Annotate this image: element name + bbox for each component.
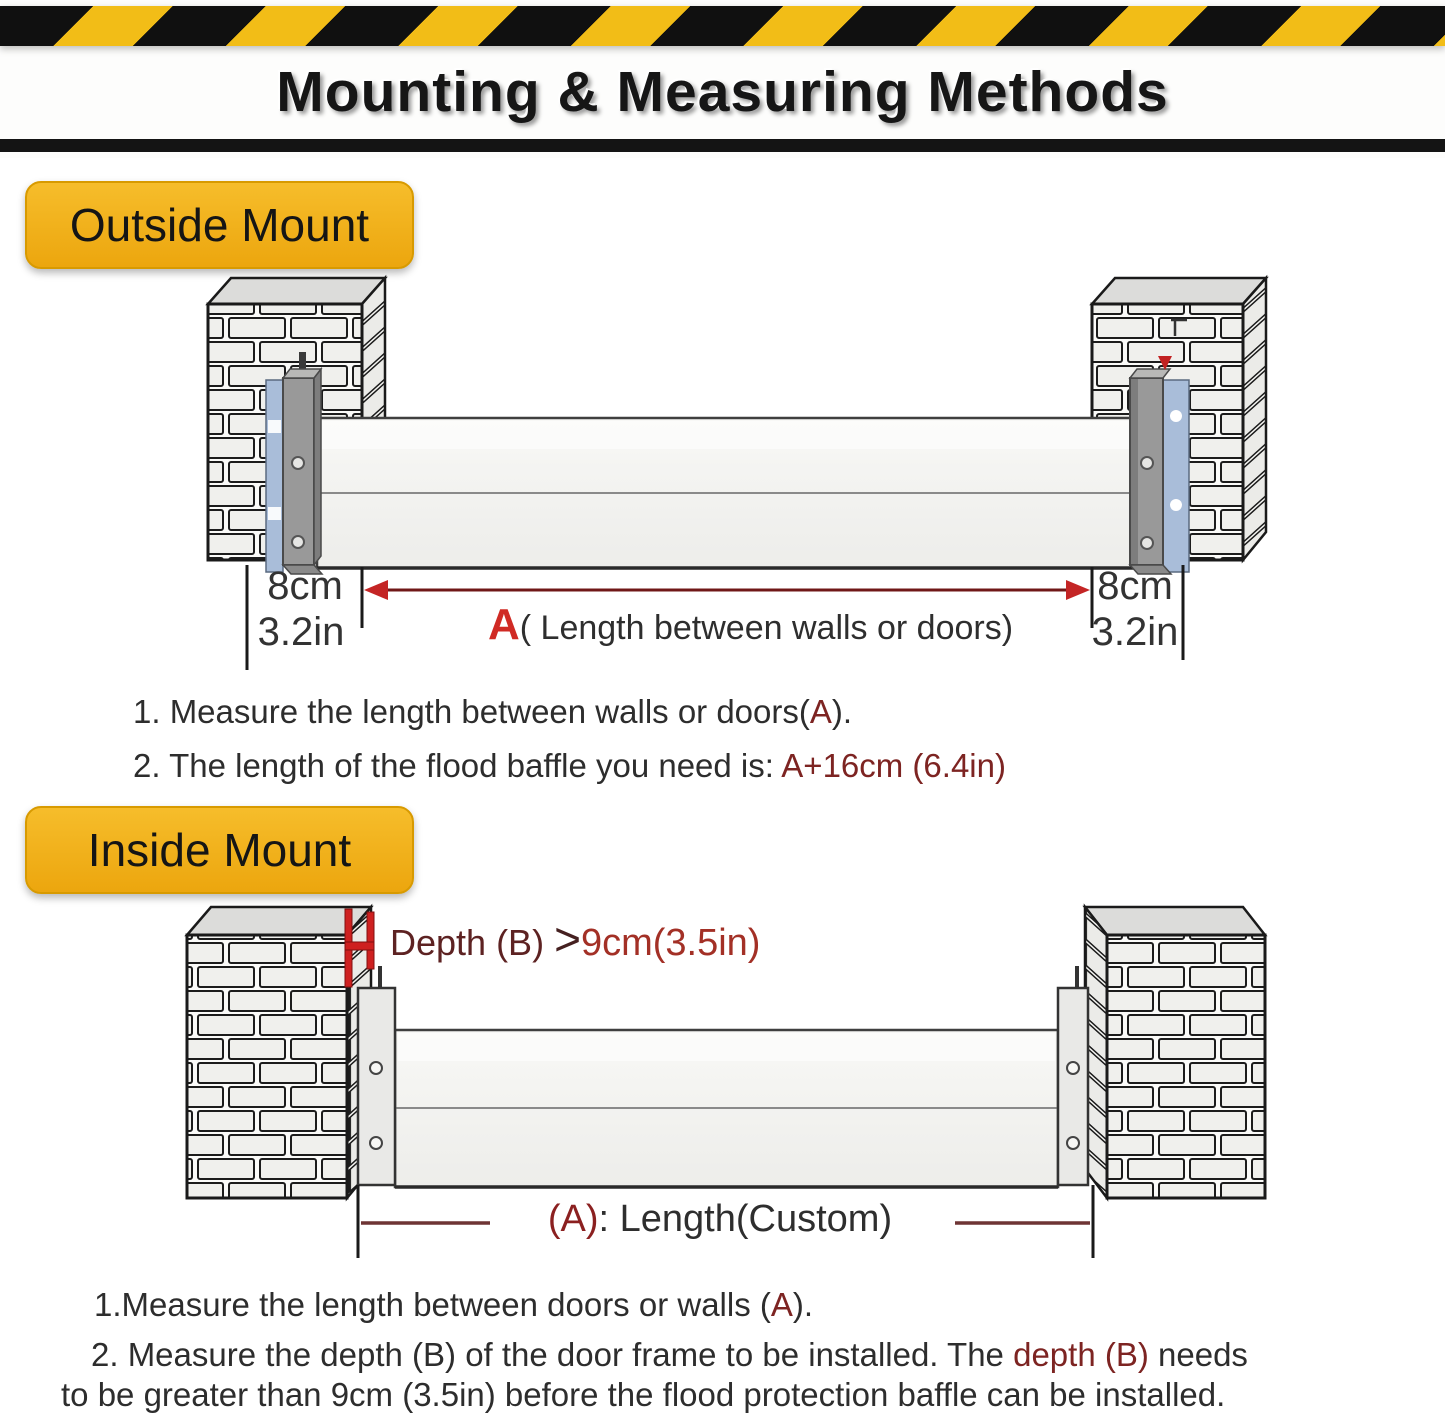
outside-step-1: 1. Measure the length between walls or doors(A). xyxy=(133,693,853,730)
hazard-stripe-banner xyxy=(0,6,1445,46)
title-wrap xyxy=(0,44,1445,140)
dim-a-text: ( Length between walls or doors) xyxy=(519,609,1014,647)
left-brick-pillar xyxy=(187,907,371,1198)
step-highlight: A xyxy=(809,693,832,730)
step-highlight: depth (B) xyxy=(1013,1336,1149,1373)
screw-hole xyxy=(370,1137,382,1149)
dim-right-in: 3.2in xyxy=(1091,610,1179,654)
dim-left-cm: 8cm xyxy=(267,564,343,608)
outside-step-2: 2. The length of the flood baffle you need is: A+16cm (6.4in) xyxy=(133,747,1006,784)
left-mounting-plate xyxy=(358,988,395,1185)
inside-mount-badge-label: Inside Mount xyxy=(87,824,352,876)
dim-a-label xyxy=(488,600,1013,650)
dim-a-letter: A xyxy=(488,600,520,649)
right-mounting-plate xyxy=(1058,966,1088,1185)
step-highlight: A xyxy=(770,1286,793,1323)
depth-annotation xyxy=(390,912,760,966)
inside-step-2-line-1: 2. Measure the depth (B) of the door frame to be installed. The depth (B) needs xyxy=(91,1336,1248,1373)
screw-hole xyxy=(292,457,304,469)
step-highlight: A+16cm (6.4in) xyxy=(781,747,1006,784)
dim-right-cm: 8cm xyxy=(1097,564,1173,608)
screw-hole xyxy=(370,1062,382,1074)
inside-step-2-line-2: to be greater than 9cm (3.5in) before the flood protection baffle can be installed. xyxy=(61,1376,1226,1413)
seal-strip xyxy=(1163,380,1189,572)
screw-hole xyxy=(1067,1137,1079,1149)
greater-than-sign: > xyxy=(554,913,581,965)
dim-a-highlight: (A) xyxy=(547,1198,599,1240)
outside-mount-badge xyxy=(25,181,414,269)
anchor-pin xyxy=(1075,966,1079,988)
header-divider-bar xyxy=(0,139,1445,152)
left-mounting-bracket xyxy=(266,369,322,574)
depth-label: Depth (B) xyxy=(390,922,555,963)
inside-mount-badge xyxy=(25,806,414,894)
flood-barrier xyxy=(395,1030,1058,1187)
right-mounting-bracket xyxy=(1130,356,1189,574)
screw-hole xyxy=(1141,457,1153,469)
right-brick-pillar xyxy=(1085,907,1265,1198)
header xyxy=(0,0,1445,158)
outside-mount-badge-label: Outside Mount xyxy=(69,199,370,251)
screw-hole xyxy=(1067,1062,1079,1074)
inside-step-1: 1.Measure the length between doors or walls (A). xyxy=(94,1286,814,1323)
seal-strip xyxy=(266,380,283,572)
screw-hole xyxy=(1141,537,1153,549)
dim-left-in: 3.2in xyxy=(257,610,345,654)
flood-barrier xyxy=(317,418,1150,568)
depth-value: 9cm(3.5in) xyxy=(580,922,761,964)
length-arrow xyxy=(364,580,1090,600)
page-title: Mounting & Measuring Methods xyxy=(276,60,1169,124)
screw-hole xyxy=(292,536,304,548)
dim-a-custom-label xyxy=(455,1198,985,1241)
dim-a-text: : Length(Custom) xyxy=(598,1198,893,1240)
